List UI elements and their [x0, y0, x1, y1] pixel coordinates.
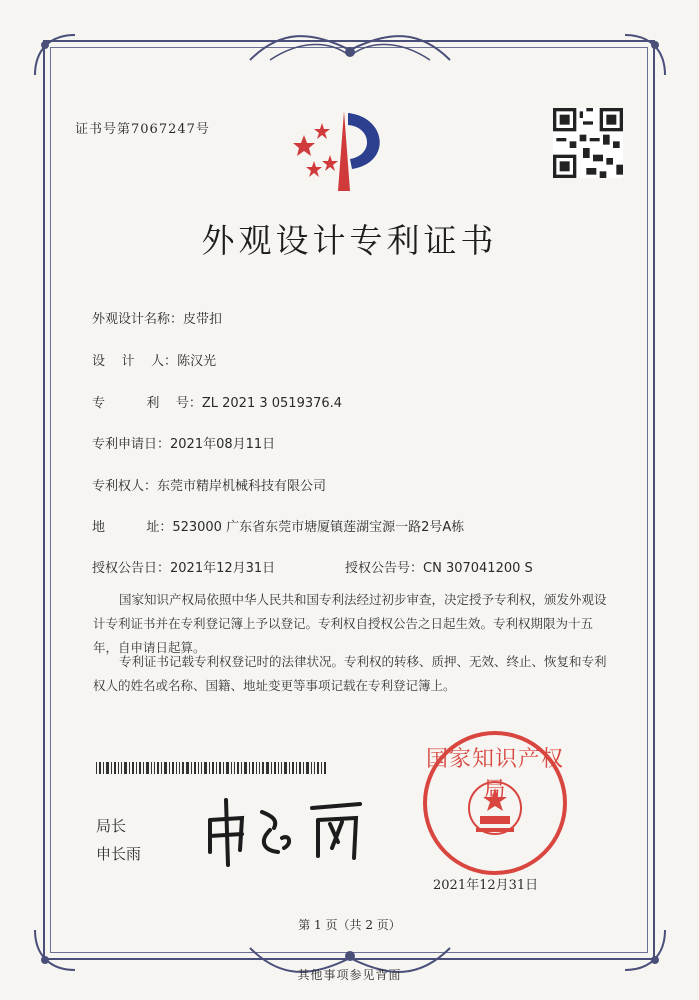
address-row: [92, 516, 464, 535]
back-note: 其他事项参见背面: [297, 968, 402, 982]
patentee-row: [92, 475, 326, 494]
patent-number-value: ZL 2021 3 0519376.4: [201, 396, 343, 411]
grant-date-value: 2021年12月31日: [170, 561, 276, 576]
patent-number-row: [92, 392, 342, 411]
application-date-row: [92, 433, 275, 452]
patentee-value: 东莞市精岸机械科技有限公司: [157, 479, 327, 494]
grant-number-value: CN 307041200 S: [423, 561, 533, 576]
designer-row: [92, 350, 216, 369]
qr-code: [553, 108, 623, 178]
signer-name: 申长雨: [96, 845, 142, 863]
certificate-number: 证书号第7067247号: [75, 122, 210, 137]
corner-ornament-tr: [620, 30, 670, 80]
grant-number-label: 授权公告号：: [345, 561, 424, 576]
barcode: [96, 762, 326, 774]
cnipa-logo-icon: [292, 103, 396, 197]
design-name-value: 皮带扣: [183, 312, 223, 327]
designer-value: 陈汉光: [177, 354, 217, 369]
seal-text-ring: [420, 728, 570, 878]
grant-date-label: 授权公告日：: [92, 561, 171, 576]
application-date-value: 2021年08月11日: [170, 437, 276, 452]
legal-status-paragraph: 专利证书记载专利权登记时的法律状况。专利权的转移、质押、无效、终止、恢复和专利权人的姓名或名称、国籍、地址变更等事项记载在专利登记簿上。: [93, 654, 607, 693]
address-label: 地 址：: [92, 520, 173, 535]
grant-date-row: [92, 557, 275, 576]
top-ornament: [240, 30, 460, 70]
seal-text: 国家知识产权局: [425, 747, 564, 803]
application-date-label: 专利申请日：: [92, 437, 171, 452]
signer-title: 局长: [96, 817, 127, 835]
design-name-label: 外观设计名称：: [92, 312, 184, 327]
grant-statement-paragraph: 国家知识产权局依照中华人民共和国专利法经过初步审查，决定授予专利权，颁发外观设计专利证书并在专利登记簿上予以登记。专利权自授权公告之日起生效。专利权期限为十五年，自申请日起算。: [93, 592, 607, 655]
handwritten-signature: [200, 790, 370, 870]
patentee-label: 专利权人：: [92, 479, 158, 494]
document-title: 外观设计专利证书: [201, 221, 498, 260]
address-value: 523000 广东省东莞市塘厦镇莲湖宝源一路2号A栋: [172, 520, 465, 535]
corner-ornament-tl: [30, 30, 80, 80]
grant-number-row: [345, 557, 533, 576]
design-name-row: [92, 308, 222, 327]
designer-label: 设 计 人：: [92, 354, 178, 369]
patent-number-label: 专 利 号：: [92, 396, 202, 411]
seal-date: 2021年12月31日: [433, 878, 539, 893]
page-number: 第 1 页（共 2 页）: [298, 918, 401, 932]
